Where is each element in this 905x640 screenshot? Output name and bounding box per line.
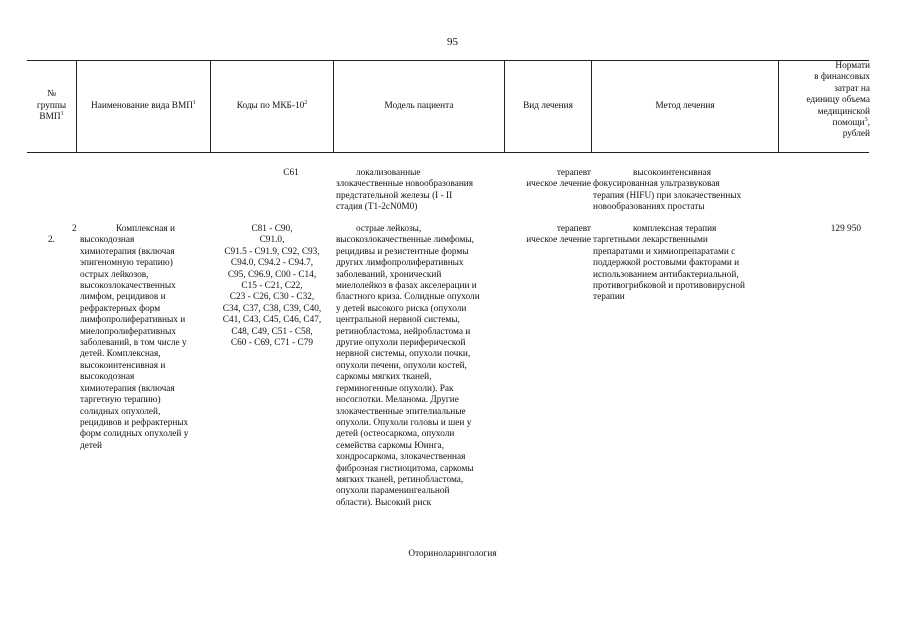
header-icd-codes: Коды по МКБ-$10^2$ (236, 99, 308, 111)
row2-vmp-name-number: 2 (72, 224, 77, 234)
row2-patient-model: острые лейкозы, высокозлокачественные лимфомы, рецидивы и резистентные формы других лимфопролиферативных заболеваний, хронический миелолейкоз в фазах акселерации и бластного криза. Солидные опухоли у детей высокого риска (опухоли центральной нервной системы, ретинобластома, нейробластома и другие опухоли периферической нервной системы, опухоли почки, опухоли печени, опухоли костей, саркомы мягких тканей, герминогенные опухоли). Рак носоглотки. Меланома. Другие злокачественные эпителиальные опухоли. Опухоли головы и шеи у детей (остеосаркома, опухоли семейства саркомы Юинга, хондросаркома, злокачественная фиброзная гистиоцитома, саркомы мягких тканей, ретинобластома, опухоли параменингеальной области). Высокий риск (336, 224, 480, 508)
row2-treatment-method: комплексная терапия таргетными лекарственными препаратами и химиопрепаратами с поддержкой ростовыми факторами и использованием антибактериальной, противогрибковой и противовирусной терапии (593, 224, 746, 303)
row1-icd-codes: C61 (283, 168, 299, 178)
header-vmp-name: Наименование вида ВМП$^1$ (91, 99, 196, 111)
row1-treatment-method: высокоинтенсивная фокусированная ультразвуковая терапия (HIFU) при злокачественных новообразованиях простаты (593, 168, 742, 213)
row2-icd-codes: C81 - C90, C91.0, C91.5 - C91.9, C92, C93, C94.0, C94.2 - C94.7, C95, C96.9, C00 - C14, C15 - C21, C22, C23 - C26, C30 - C32, C34, C37, C38, C39, C40, C41, C43, C45, C46, C47, C48, C49, C51 - C58, C60 - C69, C71 - C79 (222, 224, 322, 349)
section-title: Оториноларингология (408, 549, 497, 559)
header-treatment-method: Метод лечения (655, 100, 715, 111)
header-financial-norm: Нормати в финансовых затрат на единицу объема медицинской помощи$^3$, рублей (806, 61, 870, 140)
row2-financial-norm: 129 950 (830, 224, 861, 234)
table-header-bottom-border (27, 152, 869, 153)
row1-patient-model: локализованные злокачественные новообразования предстательной железы (I - II стадия (T1-2cN0M0) (336, 168, 474, 213)
header-patient-model: Модель пациента (384, 100, 454, 111)
header-treatment-type: Вид лечения (523, 100, 573, 111)
page-number: 95 (447, 36, 458, 48)
header-group-number: № группы ВМП$^1$ (36, 89, 67, 123)
row1-treatment-type: терапевт ическое лечение (526, 168, 591, 190)
row2-treatment-type: терапевт ическое лечение (526, 224, 591, 246)
row2-vmp-name: Комплексная и высокодозная химиотерапия (включая эпигеномную терапию) острых лейкозов, высокозлокачественных лимфом, рецидивов и рефрактерных форм лимфопролиферативных и миелопролиферативных заболеваний, в том числе у детей. Комплексная, высокоинтенсивная и высокодозная химиотерапия (включая таргетную терапию) солидных опухолей, рецидивов и рефрактерных форм солидных опухолей у детей (80, 224, 189, 451)
row2-group-number: 2. (48, 235, 55, 246)
